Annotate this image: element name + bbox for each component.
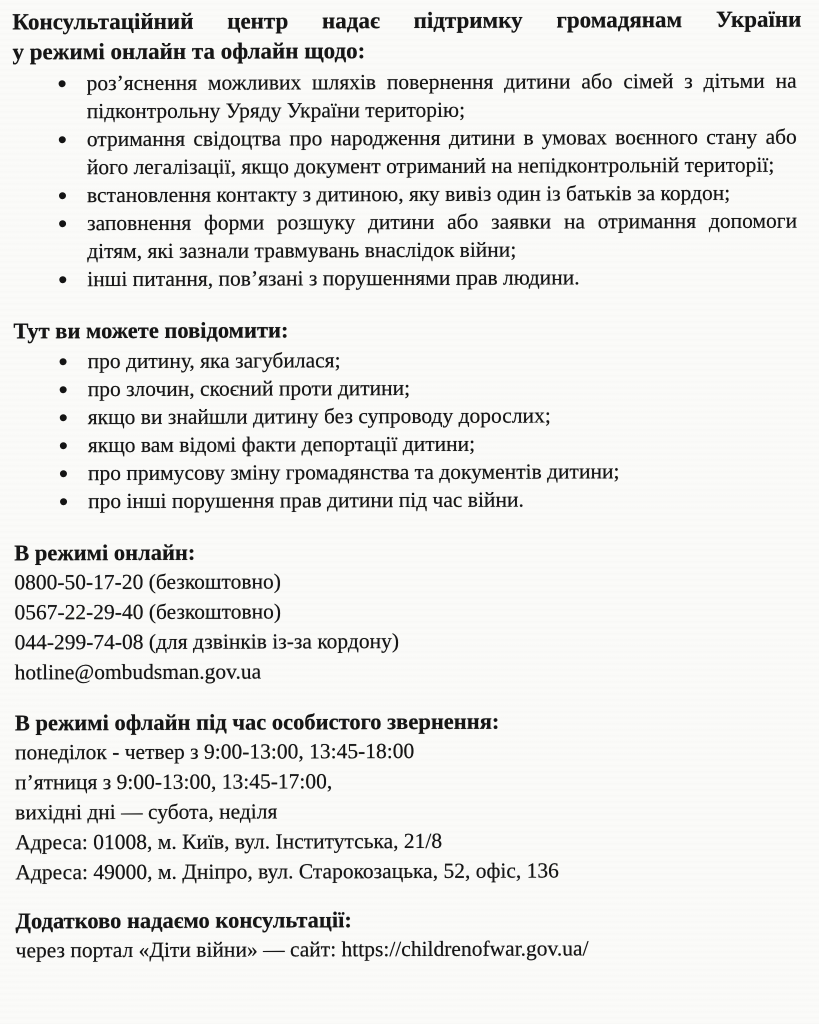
list-item: якщо ви знайшли дитину без супроводу дорослих; [58,401,798,432]
list-item: заповнення форми розшуку дитини або заявки на отримання допомоги дітям, які зазнали травмувань внаслідок війни; [57,207,797,266]
section-heading-additional: Додатково надаємо консультації: [15,907,352,934]
schedule-line-weekdays: понеділок - четвер з 9:00-13:00, 13:45-18:00 [14,738,415,765]
portal-line: через портал «Діти війни» — сайт: https://childrenofwar.gov.ua/ [15,936,589,963]
phone-line-1: 0800-50-17-20 (безкоштовно) [14,569,281,595]
bullet-list-report [58,345,799,516]
list-item: про дитину, яка загубилася; [58,345,798,376]
section-heading-report: Тут ви можете повідомити: [13,317,289,344]
email-line: hotline@ombudsman.gov.ua [14,659,262,685]
list-item: про примусову зміну громадянства та документів дитини; [58,457,798,488]
heading-line-2: у режимі онлайн та офлайн щодо: [12,38,366,65]
list-item: роз’яснення можливих шляхів повернення дитини або сімей з дітьми на підконтрольну Уряду України територію; [57,67,797,126]
list-item: якщо вам відомі факти депортації дитини; [58,429,798,460]
section-heading-consultation [12,5,801,68]
schedule-line-weekend: вихідні дні — субота, неділя [15,799,278,825]
section-offline-mode [15,707,805,888]
list-item: встановлення контакту з дитиною, яку вивіз один із батьків за кордон; [57,179,797,210]
address-line-kyiv: Адреса: 01008, м. Київ, вул. Інститутська, 21/8 [15,828,443,855]
list-item: про злочин, скоєний проти дитини; [58,373,798,404]
bullet-list-topics [57,67,798,294]
phone-line-2: 0567-22-29-40 (безкоштовно) [14,599,282,625]
list-item: інші питання, пов’язані з порушеннями прав людини. [57,263,797,294]
document-content [12,5,804,966]
schedule-line-friday: п’ятниця з 9:00-13:00, 13:45-17:00, [14,769,333,795]
address-line-dnipro: Адреса: 49000, м. Дніпро, вул. Старокозацька, 52, офіс, 136 [15,858,559,885]
section-online-mode [14,537,804,688]
list-item: отримання свідоцтва про народження дитини в умовах воєнного стану або його легалізації, якщо документ отриманий на непідконтрольній території; [57,123,797,182]
section-additional [15,905,804,966]
section-heading-offline: В режимі офлайн під час особистого звернення: [14,708,500,736]
phone-line-3: 044-299-74-08 (для дзвінків із-за кордону) [14,629,400,655]
section-heading-online: В режимі онлайн: [14,539,196,566]
section-report [13,315,803,516]
list-item: про інші порушення прав дитини під час війни. [58,485,798,516]
section-consultation-center [12,5,802,294]
heading-line-1: Консультаційний центр надає підтримку громадянам України [12,6,802,35]
